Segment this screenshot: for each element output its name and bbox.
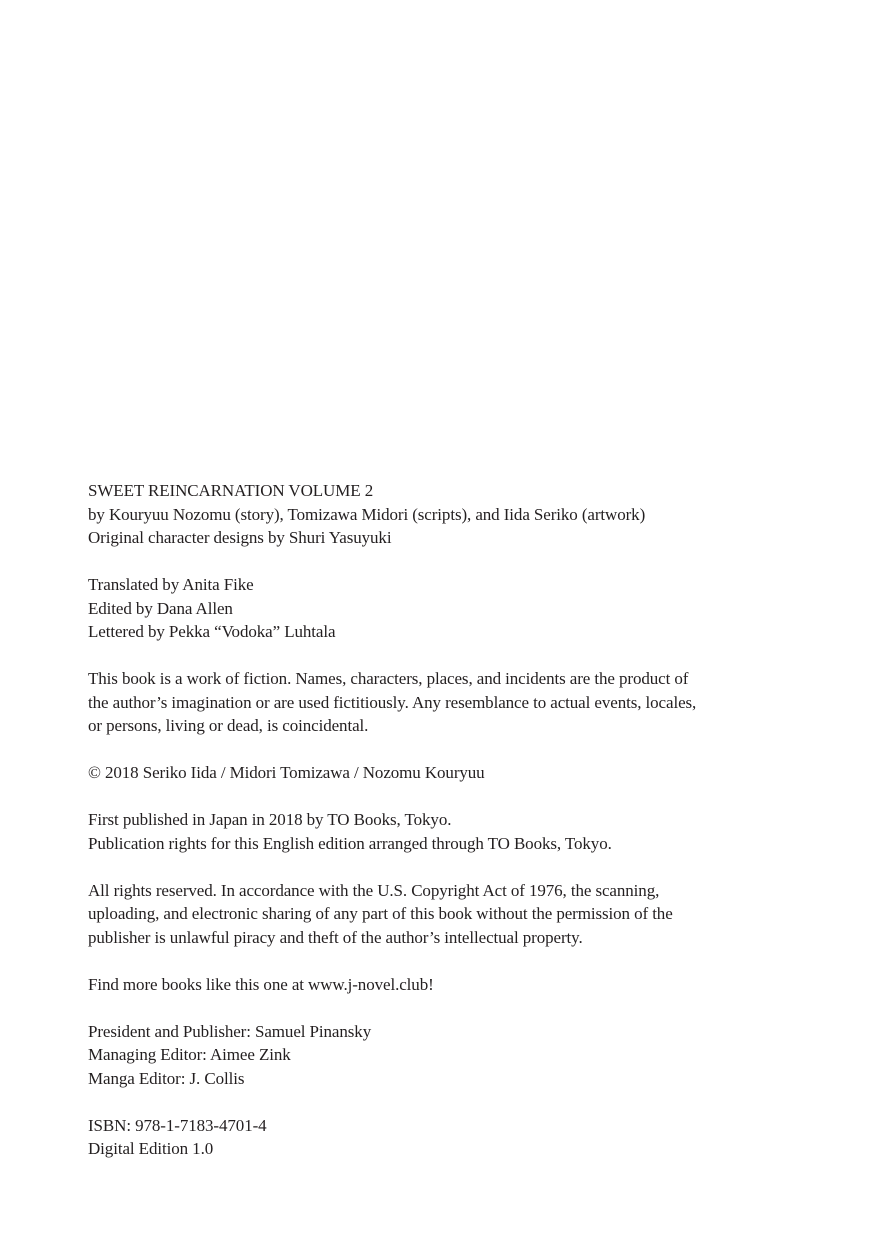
disclaimer-line: or persons, living or dead, is coincidental. — [88, 716, 369, 735]
promo-block — [88, 973, 790, 997]
disclaimer-line: the author’s imagination or are used fictitiously. Any resemblance to actual events, locales, — [88, 692, 697, 712]
localization-staff-block — [88, 573, 790, 644]
publication-block — [88, 808, 790, 855]
character-design-credit: Original character designs by Shuri Yasuyuki — [88, 528, 392, 547]
rights-reserved-block — [88, 879, 790, 950]
isbn-line: ISBN: 978-1-7183-4701-4 — [88, 1115, 267, 1135]
managing-editor-credit: Managing Editor: Aimee Zink — [88, 1045, 291, 1064]
copyright-notice: © 2018 Seriko Iida / Midori Tomizawa / Nozomu Kouryuu — [88, 763, 485, 782]
publication-rights-line: Publication rights for this English edition arranged through TO Books, Tokyo. — [88, 833, 612, 853]
rights-line: All rights reserved. In accordance with the U.S. Copyright Act of 1976, the scanning, — [88, 880, 660, 900]
rights-line: publisher is unlawful piracy and theft of the author’s intellectual property. — [88, 927, 583, 947]
manga-editor-credit: Manga Editor: J. Collis — [88, 1068, 245, 1088]
rights-line: uploading, and electronic sharing of any part of this book without the permission of the — [88, 904, 673, 923]
byline: by Kouryuu Nozomu (story), Tomizawa Midori (scripts), and Iida Seriko (artwork) — [88, 504, 646, 524]
letterer-credit: Lettered by Pekka “Vodoka” Luhtala — [88, 622, 336, 641]
disclaimer-line: This book is a work of fiction. Names, characters, places, and incidents are the product of — [88, 669, 689, 688]
find-more-books-line: Find more books like this one at www.j-novel.club! — [88, 974, 434, 994]
title-block — [88, 479, 790, 550]
digital-edition-line: Digital Edition 1.0 — [88, 1139, 214, 1158]
publisher-credits-block — [88, 1020, 790, 1091]
edition-block — [88, 1114, 790, 1161]
copyright-line-block — [88, 761, 790, 785]
book-title: SWEET REINCARNATION VOLUME 2 — [88, 481, 374, 500]
translator-credit: Translated by Anita Fike — [88, 575, 254, 594]
president-publisher-credit: President and Publisher: Samuel Pinansky — [88, 1021, 372, 1041]
first-published-line: First published in Japan in 2018 by TO Books, Tokyo. — [88, 810, 452, 829]
fiction-disclaimer-block — [88, 667, 790, 738]
editor-credit: Edited by Dana Allen — [88, 598, 233, 618]
